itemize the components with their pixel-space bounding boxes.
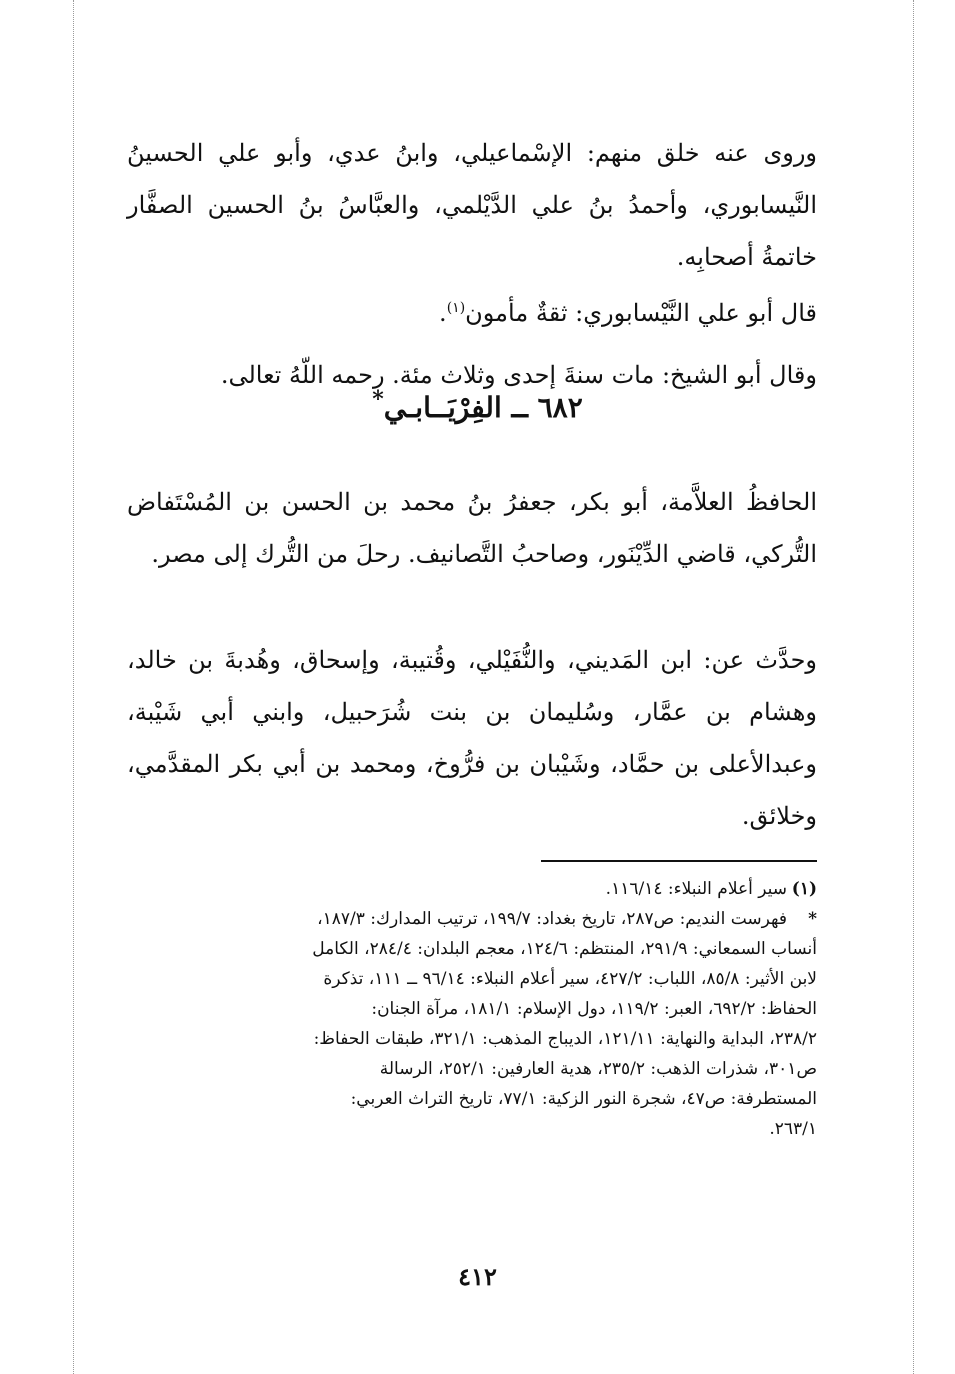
footnote-sources-line: ٢٦٣/١.	[769, 1119, 817, 1139]
footnote-reference-1: (١)	[446, 300, 466, 316]
biography-paragraph: الحافظُ العلاَّمة، أبو بكر، جعفرُ بنُ محمد بن الحسن بن المُسْتَفاض التُّركي، قاضي الدِّيْنَور، وصاحبُ التَّصانيف. رحلَ من التُّرك إلى مصر.	[127, 488, 817, 568]
footnote-sources-label: *	[808, 909, 817, 929]
footnote-sources	[127, 904, 817, 1144]
footnote-1-label: (١)	[791, 879, 817, 899]
entry-name: الفِرْيَــابـي	[383, 391, 502, 424]
entry-footnote-marker: *	[372, 386, 384, 413]
entry-heading	[138, 383, 817, 433]
footnote-sources-line: الحفاظ: ٦٩٢/٢، العبر: ١١٩/٢، دول الإسلام: ١٨١/١، مرآة الجنان:	[371, 999, 817, 1019]
reliability-text: قال أبو علي النَّيْسابوري: ثقةٌ مأمون	[465, 299, 817, 327]
entry-number: ٦٨٢	[537, 391, 583, 424]
narrators-paragraph: وروى عنه خلق منهم: الإسْماعيلي، وابنُ عدي، وأبو علي الحسينُ النَّيسابوري، وأحمدُ بنُ علي الدَّيْلمي، والعبَّاسُ بنُ الحسين الصفَّار خاتمةُ أصحابِه.	[127, 139, 817, 271]
entry-dash: ــ	[511, 391, 528, 424]
footnote-sources-line: ٢٣٨/٢، البداية والنهاية: ١٢١/١١، الديباج المذهب: ٣٢١/١، طبقات الحفاظ:	[313, 1029, 817, 1049]
footnote-1-text: سير أعلام النبلاء: ١١٦/١٤.	[605, 879, 787, 899]
footnote-sources-line: ص٣٠١، شذرات الذهب: ٢٣٥/٢، هدية العارفين: ٢٥٢/١، الرسالة	[379, 1059, 817, 1079]
footnote-sources-line	[127, 904, 817, 934]
scan-edge-mark-left	[73, 0, 74, 1374]
footnote-sources-line: لابن الأثير: ٨٥/٨، اللباب: ٤٢٧/٢، سير أعلام النبلاء: ٩٦/١٤ ــ ١١١، تذكرة	[323, 969, 817, 989]
scan-edge-mark-right	[913, 0, 914, 1374]
footnote-separator	[541, 860, 817, 862]
footnote-1	[127, 874, 817, 904]
footnotes	[127, 874, 817, 1144]
footnote-sources-line: المستطرفة: ص٤٧، شجرة النور الزكية: ٧٧/١، تاريخ التراث العربي:	[350, 1089, 817, 1109]
death-paragraph: وقال أبو الشيخ: مات سنةَ إحدى وثلاث مئة. رحمه اللّهُ تعالى.	[220, 361, 817, 389]
teachers-paragraph: وحدَّث عن: ابن المَديني، والنُّفَيْلي، وقُتيبة، وإسحاق، وهُدبةَ بن خالد، وهشام بن عمَّار، وسُليمان بن بنت شُرَحبيل، وابني أبي شَيْبة، وعبدالأعلى بن حمَّاد، وشَيْبان بن فرُّوخ، ومحمد بن أبي بكر المقدَّمي، وخلائق.	[127, 646, 817, 830]
footnote-sources-line-text: فهرست النديم: ص٢٨٧، تاريخ بغداد: ١٩٩/٧، ترتيب المدارك: ١٨٧/٣،	[317, 909, 787, 929]
page-number: ٤١٢	[458, 1262, 497, 1291]
reliability-end: .	[439, 299, 447, 327]
reliability-paragraph	[127, 287, 817, 339]
footnote-sources-line: أنساب السمعاني: ٢٩١/٩، المنتظم: ١٢٤/٦، معجم البلدان: ٢٨٤/٤، الكامل	[312, 939, 817, 959]
